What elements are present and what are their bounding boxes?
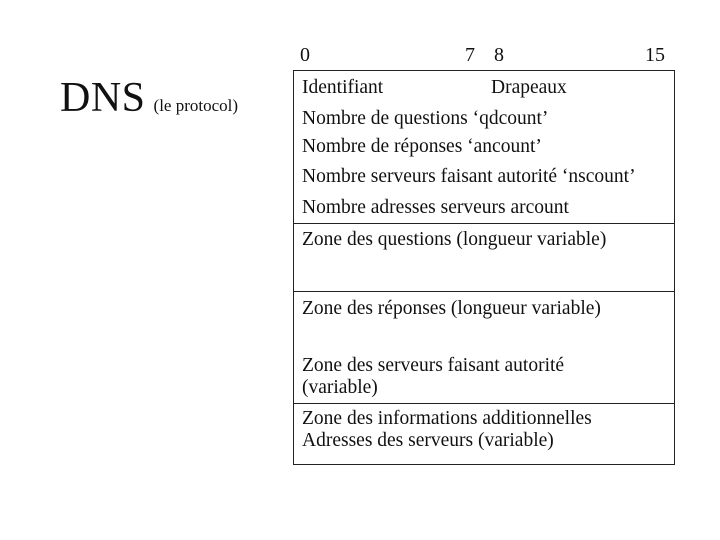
bit-label-8: 8 [494,44,504,66]
bit-label-0: 0 [300,44,310,66]
section-answers: Zone des réponses (longueur variable) [302,298,601,319]
dns-message-diagram [293,70,675,465]
section-authority-line1: Zone des serveurs faisant autorité [302,355,565,376]
title-subtitle: (le protocol) [153,96,239,115]
field-arcount: Nombre adresses serveurs arcount [302,197,569,218]
bit-label-15: 15 [645,44,665,66]
section-additional-line2: Adresses des serveurs (variable) [302,430,554,451]
slide-title [60,74,238,122]
questions-divider [294,291,674,292]
field-identifiant: Identifiant [302,77,384,98]
title-main: DNS [60,75,146,121]
section-additional-line1: Zone des informations additionnelles [302,408,592,429]
header-divider [294,223,674,224]
field-drapeaux: Drapeaux [491,77,567,98]
authority-divider [294,403,674,404]
field-qdcount: Nombre de questions ‘qdcount’ [302,108,549,129]
field-nscount: Nombre serveurs faisant autorité ‘nscount’ [302,166,636,187]
field-ancount: Nombre de réponses ‘ancount’ [302,136,542,157]
bit-label-7: 7 [465,44,475,66]
section-authority-line2: (variable) [302,377,378,398]
section-questions: Zone des questions (longueur variable) [302,229,607,250]
